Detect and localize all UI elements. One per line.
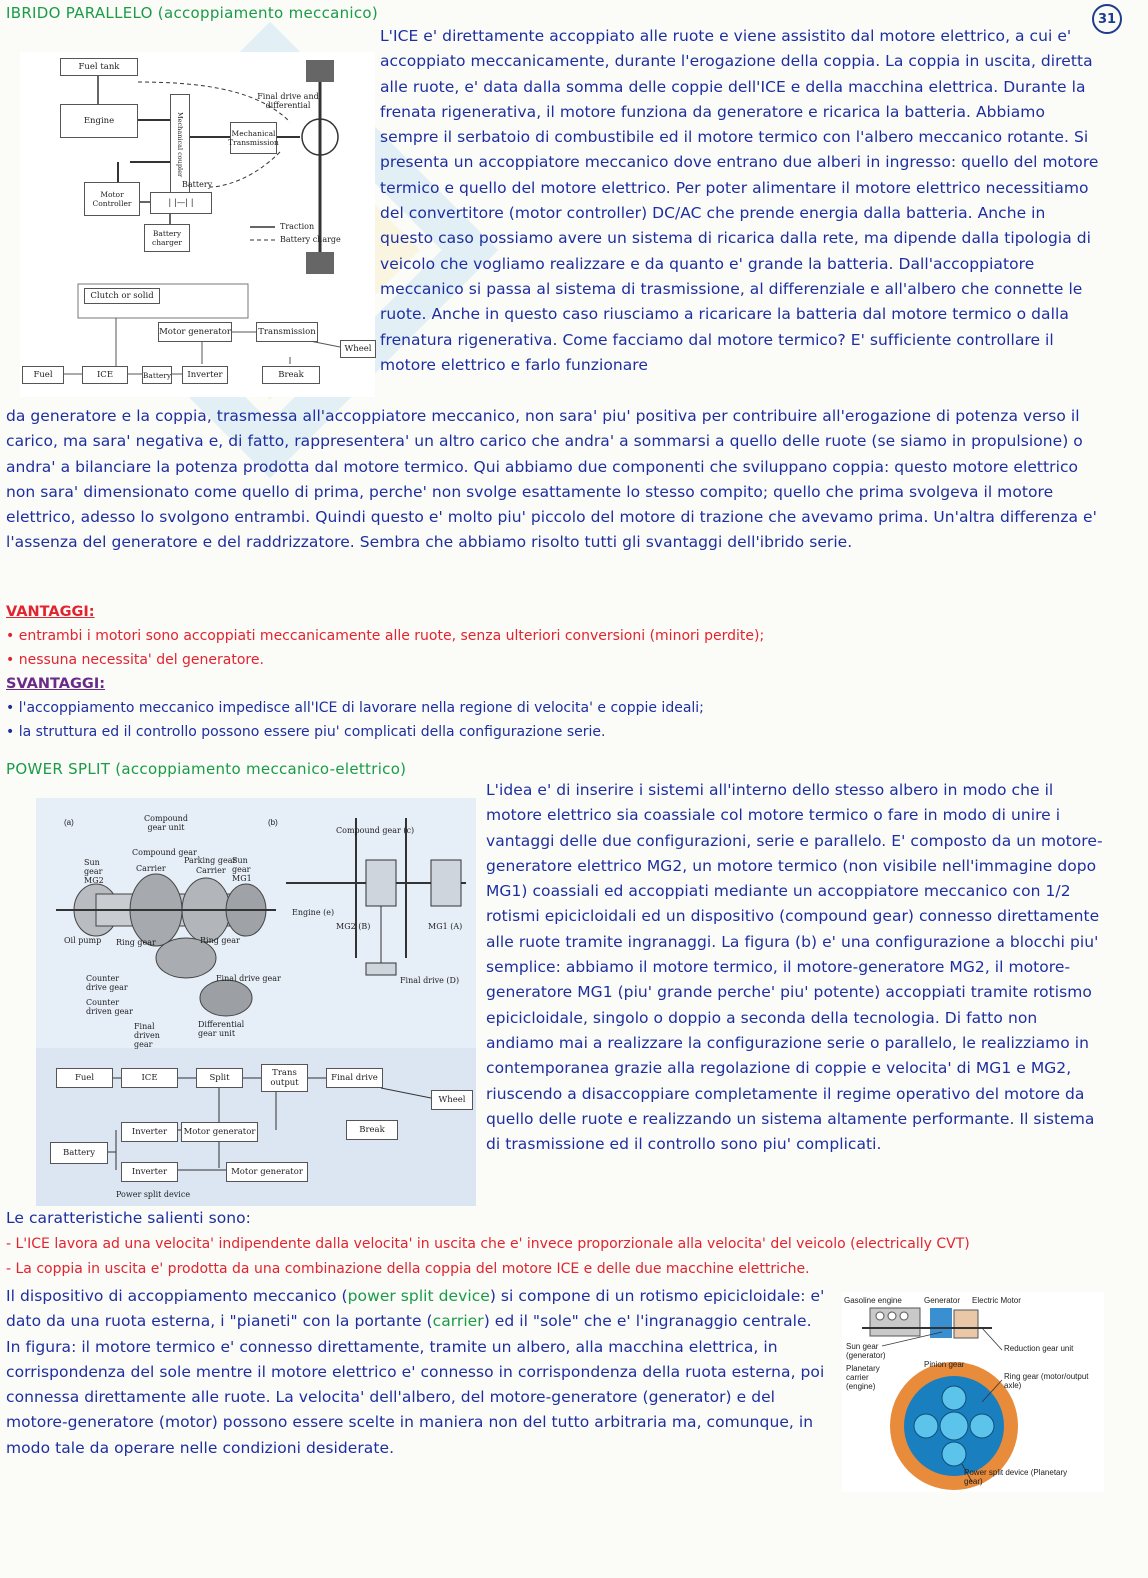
fuel-tank-box: Fuel tank [60,58,138,76]
ring-gear-label: Ring gear [116,938,156,947]
label-a: (a) [64,818,74,827]
carrier-label: Carrier [136,864,166,873]
device-paragraph: Il dispositivo di accoppiamento meccanico (power split device) si compone di un rotismo epicicloidale: e' dato da una ruota esterna, i "pianeti" con la portante (carrier) ed il "sole" che e' l'ingranaggio centrale. In figura: il motore termico e' connesso direttamente, tramite un albero, alla macchina elettrica, in corrispondenza del sole mentre il motore elettrico e' connesso in corrispondenza della ruota esterna, poi connessa direttamente alle ruote. La velocita' dell'albero, del motore-generatore (generator) e del motore-generatore (motor) possono essere scelte in maniera non del tutto arbitraria ma, comunque, in modo tale da operare nelle condizioni desiderate. [6,1287,825,1457]
planetary-carrier-label: Planetary carrier (engine) [846,1364,880,1391]
feature-item: - L'ICE lavora ad una velocita' indipendente dalla velocita' in uscita che e' invece proporzionale alla velocita' del veicolo (electrically CVT) [6,1236,970,1252]
engine-e-label: Engine (e) [292,908,335,917]
final-drive-d-label: Final drive (D) [400,976,460,985]
ice-box: ICE [82,366,128,384]
mechanical-transmission-box: Mechanical Transmission [230,122,277,154]
engine-box: Engine [60,104,138,138]
break-box: Break [262,366,320,384]
motor-generator2-box: Motor generator [226,1162,308,1182]
inverter2-box: Inverter [121,1162,178,1182]
gasoline-engine-label: Gasoline engine [844,1296,902,1305]
oil-pump-label: Oil pump [64,936,102,945]
generator-label: Generator [924,1296,961,1305]
svantaggi-item: • la struttura ed il controllo possono essere piu' complicati della configurazione serie. [6,724,606,740]
final-drive-box: Final drive [326,1068,383,1088]
pinion-gear-label: Pinion gear [924,1360,965,1369]
planetary-gear-drawing [842,1292,1104,1492]
ring-gear2-label: Ring gear [200,936,240,945]
sun-gear-label: Sun gear (generator) [846,1342,886,1360]
legend-traction: Traction [280,222,315,231]
fuel-box: Fuel [56,1068,113,1088]
break-box: Break [346,1120,398,1140]
power-split-device-label: Power split device (Planetary gear) [964,1468,1068,1486]
features-intro: Le caratteristiche salienti sono: [6,1209,251,1227]
mg1-a-label: MG1 (A) [428,922,463,931]
battery2-box: Battery [142,366,172,384]
battery-box: | |—| | [150,192,212,214]
final-driven-label: Final driven gear [134,1022,160,1049]
battery-box: Battery [50,1142,108,1164]
split-box: Split [196,1068,243,1088]
electric-motor-label: Electric Motor [972,1296,1021,1305]
compound-gear-label: Compound gear [132,848,197,857]
counter-drive-label: Counter drive gear [86,974,128,992]
mechanical-coupler-box: Mechanical coupler [170,94,190,196]
parallel-paragraph-continued: da generatore e la coppia, trasmessa all'accoppiatore meccanico, non sara' piu' positiva per contribuire all'erogazione di potenza verso il carico, ma sara' negativa e, di fatto, rappresentera' un altro carico che andra' a sommarsi a quello delle ruote (se siamo in propulsione) o andra' a bilanciare la potenza prodotta dal motore termico. Qui abbiamo due componenti che sviluppano coppia: questo motore elettrico non sara' dimensionato come quello di prima, perche' non svolge esattamente lo stesso compito; quello che prima svolgeva il motore elettrico, adesso lo svolgono entrambi. Quindi questo e' molto piu' piccolo del motore di trazione che avevamo prima. Un'altra differenza e' l'assenza del generatore e del raddrizzatore. Sembra che abbiamo risolto tutti gli svantaggi dell'ibrido serie. [6,407,1097,552]
heading-power-split: POWER SPLIT (accoppiamento meccanico-elettrico) [6,760,407,778]
svantaggi-list [6,696,1106,744]
transmission-box: Transmission [256,322,318,342]
battery-label: Battery [182,180,213,189]
differential-label: Differential gear unit [198,1020,245,1038]
label-b: (b) [268,818,278,827]
vantaggi-item: • nessuna necessita' del generatore. [6,652,264,668]
ring-gear-label: Ring gear (motor/output axle) [1004,1372,1089,1390]
power-split-paragraph: L'idea e' di inserire i sistemi all'interno dello stesso albero in modo che il motore elettrico sia coassiale col motore termico o fare in modo di unire i vantaggi delle due configurazioni, serie e parallelo. E' composto da un motore-generatore elettrico MG2, un motore termico (non visibile nell'immagine dopo MG1) coassiali ed accoppiati mediante un accoppiatore meccanico con 1/2 rotismi epicicloidali ed un dispositivo (compound gear) connesso direttamente alle ruote tramite ingranaggi. La figura (b) e' una configurazione a blocchi piu' semplice: abbiamo il motore termico, il motore-generatore MG2, il motore-generatore MG1 (piu' grande perche' piu' potente) accoppiati tramite rotismo epicicloidale, singolo o doppio a seconda della tecnologia. Di fatto non andiamo mai a realizzare la configurazione serie o parallelo, le realizziamo in contemporanea grazie alla regolazione di coppie e velocita' di MG1 e MG2, riuscendo a disaccoppiare completamente il regime operativo del motore da quello delle ruote e realizzando un sistema altamente performante. Il sistema di trasmissione ed il controllo sono piu' complicati. [486,781,1103,1154]
vantaggi-item: • entrambi i motori sono accoppiati meccanicamente alle ruote, senza ulteriori conversioni (minori perdite); [6,628,765,644]
wheel-box: Wheel [431,1090,473,1110]
svantaggi-title: SVANTAGGI: [6,676,106,692]
trans-output-box: Trans output [261,1064,308,1092]
carrier2-label: Carrier [196,866,226,875]
final-drive-label: Final drive and differential [257,92,319,110]
legend-battery-charge: Battery charge [280,235,341,244]
clutch-box: Clutch or solid [84,288,160,304]
vantaggi-list [6,624,1106,672]
sun-gear-mg1-label: Sun gear MG1 [232,856,252,883]
page-number: 31 [1092,4,1122,34]
sun-gear-mg2-label: Sun gear MG2 [84,858,104,885]
fuel-box: Fuel [22,366,64,384]
parallel-paragraph: L'ICE e' direttamente accoppiato alle ruote e viene assistito dal motore elettrico, a cui e' accoppiato meccanicamente, durante l'erogazione della coppia. La coppia in uscita, diretta alle ruote, e' data dalla somma delle coppie dell'ICE e della macchina elettrica. Durante la frenata rigenerativa, il motore funziona da generatore e ricarica la batteria. Abbiamo sempre il serbatoio di combustibile ed il motore termico con l'albero meccanico rotante. Si presenta un accoppiatore meccanico dove entrano due alberi in ingresso: quello del motore termico e quello del motore elettrico. Per poter alimentare il motore elettrico necessitiamo del convertitore (motor controller) DC/AC che prende energia dalla batteria. Anche in questo caso possiamo avere un sistema di ricarica dalla rete, ma dipende dalla tipologia di veicolo che vogliamo realizzare e da quanto e' grande la batteria. Dall'accoppiatore meccanico si passa al sistema di trasmissione, al differenziale e all'albero che connette le ruote. Anche in questo caso riusciamo a ricaricare la batteria dal motore termico o dalla frenatura rigenerativa. Come facciamo dal motore termico? E' sufficiente controllare il motore elettrico e farlo funzionare [380,27,1099,374]
motor-controller-box: Motor Controller [84,182,140,216]
power-split-figure [36,798,476,1206]
svantaggi-item: • l'accoppiamento meccanico impedisce all'ICE di lavorare nella regione di velocita' e coppie ideali; [6,700,704,716]
mg2-b-label: MG2 (B) [336,922,371,931]
final-drive-gear-label: Final drive gear [216,974,281,983]
reduction-gear-label: Reduction gear unit [1004,1344,1074,1353]
inverter-box: Inverter [182,366,228,384]
battery-charger-box: Battery charger [144,224,190,252]
planetary-gear-figure [842,1292,1104,1492]
compound-gear-c-label: Compound gear (c) [336,826,415,835]
ice-box: ICE [121,1068,178,1088]
parallel-hybrid-figure [20,52,375,397]
wheel-box: Wheel [340,340,376,358]
features-list [6,1232,1126,1282]
power-split-caption: Power split device [116,1190,191,1199]
inverter1-box: Inverter [121,1122,178,1142]
motor-generator-box: Motor generator [158,322,232,342]
counter-driven-label: Counter driven gear [86,998,133,1016]
feature-item: - La coppia in uscita e' prodotta da una combinazione della coppia del motore ICE e delle due macchine elettriche. [6,1261,810,1277]
heading-parallel: IBRIDO PARALLELO (accoppiamento meccanico) [6,4,379,22]
parking-gear-label: Parking gear [184,856,237,865]
vantaggi-title: VANTAGGI: [6,604,95,620]
motor-generator1-box: Motor generator [181,1122,258,1142]
compound-gear-unit-label: Compound gear unit [144,814,188,832]
